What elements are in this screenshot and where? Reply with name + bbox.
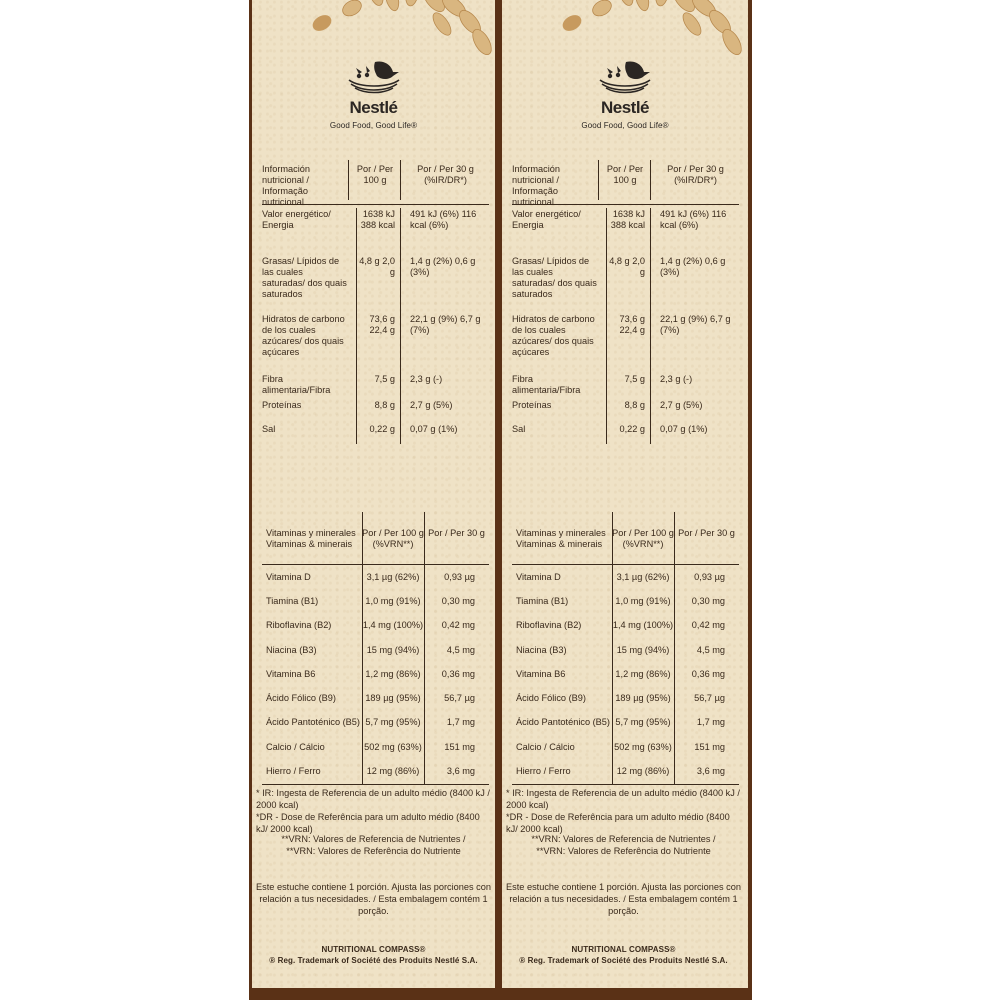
vitamin-label: Vitamina D	[266, 571, 311, 582]
vitamins-header-per100: Por / Per 100 g (%VRN**)	[612, 528, 674, 549]
vitamins-col-divider-1	[362, 512, 363, 785]
nutrition-col-divider-2	[400, 160, 401, 200]
brand-slogan: Good Food, Good Life®	[581, 121, 669, 130]
nutrient-per30: 2,7 g (5%)	[660, 400, 703, 410]
vitamin-row	[262, 735, 489, 759]
reference-intake-note	[256, 787, 491, 835]
vitamin-row	[512, 589, 739, 613]
nutrient-label: Proteínas	[512, 400, 552, 410]
nest-birds-icon	[596, 58, 654, 98]
nutrition-col-divider-2	[650, 160, 651, 200]
nutrition-table	[512, 160, 739, 444]
vitamin-label: Calcio / Cálcio	[516, 741, 575, 752]
nutrition-header-label: Información nutricional / Informação nutricional	[262, 164, 311, 207]
vitamin-per30: 0,30 mg	[691, 595, 725, 606]
dr-note: *DR - Dose de Referência para um adulto médio (8400 kJ/ 2000 kcal)	[256, 812, 480, 834]
vitamin-per30: 0,93 µg	[444, 571, 475, 582]
vitamins-col-divider-1	[612, 512, 613, 785]
vitamins-table-header	[262, 512, 489, 564]
nutrient-label: Grasas/ Lípidos de las cuales saturadas/ dos quais saturados	[262, 256, 347, 299]
vitamin-per30: 1,7 mg	[696, 717, 725, 728]
nutrition-header-per30: Por / Per 30 g (%IR/DR*)	[667, 164, 724, 185]
portion-note: Este estuche contiene 1 porción. Ajusta las porciones con relación a tus necesidades. / Esta embalagem contém 1 porção.	[506, 882, 741, 916]
vitamin-per100: 502 mg (63%)	[364, 741, 422, 752]
vitamins-header-per100: Por / Per 100 g (%VRN**)	[362, 528, 424, 549]
nutrition-header-per30: Por / Per 30 g (%IR/DR*)	[417, 164, 474, 185]
vitamins-header-label: Vitaminas y minerales Vitaminas & minerais	[266, 528, 356, 549]
vitamin-per100: 12 mg (86%)	[366, 766, 420, 777]
vitamin-per30: 56,7 µg	[444, 693, 475, 704]
vitamins-table	[512, 512, 739, 785]
nutrient-per100: 7,5 g	[374, 374, 395, 384]
vitamin-per100: 1,4 mg (100%)	[612, 620, 674, 631]
vitamin-per100: 15 mg (94%)	[366, 644, 420, 655]
nutrient-label: Hidratos de carbono de los cuales azúcares/ dos quais açúcares	[512, 314, 595, 357]
nutrition-row	[262, 310, 489, 370]
nutrient-per30: 0,07 g (1%)	[410, 424, 458, 434]
oat-grain-icon	[310, 12, 334, 34]
vitamin-row	[512, 638, 739, 662]
brand-name: Nestlé	[600, 98, 650, 117]
portion-note: Este estuche contiene 1 porción. Ajusta las porciones con relación a tus necesidades. / Esta embalagem contém 1 porção.	[256, 882, 491, 916]
vitamin-label: Tiamina (B1)	[266, 595, 319, 606]
trademark-text: ® Reg. Trademark of Société des Produits Nestlé S.A.	[269, 956, 478, 965]
vitamin-per30: 56,7 µg	[694, 693, 725, 704]
nutrition-col-divider-1	[606, 208, 607, 444]
nutrient-per100: 8,8 g	[624, 400, 645, 410]
nutrient-label: Fibra alimentaria/Fibra	[262, 374, 331, 395]
vitamin-per100: 502 mg (63%)	[614, 741, 672, 752]
nutrition-row	[262, 420, 489, 444]
vitamin-per100: 3,1 µg (62%)	[616, 571, 670, 582]
nutrition-header-per100: Por / Per 100 g	[356, 164, 394, 185]
vitamins-table	[262, 512, 489, 785]
nutrition-row	[262, 205, 489, 252]
vitamin-label: Niacina (B3)	[516, 644, 567, 655]
nutrient-label: Valor energético/ Energia	[512, 209, 581, 230]
nutrient-per100: 73,6 g 22,4 g	[619, 314, 645, 335]
vrn-note-pt: **VRN: Valores de Referência do Nutriente	[286, 846, 461, 856]
vitamins-col-divider-2	[424, 512, 425, 785]
nutrition-col-divider-1	[356, 208, 357, 444]
trademark-note	[506, 944, 741, 966]
vitamin-row	[512, 759, 739, 783]
nutrition-table-header	[262, 160, 489, 207]
nutrient-per30: 491 kJ (6%) 116 kcal (6%)	[410, 209, 477, 230]
vitamin-per100: 189 µg (95%)	[365, 693, 421, 704]
brand-slogan: Good Food, Good Life®	[329, 121, 418, 130]
nutrition-row	[512, 252, 739, 310]
vitamin-row	[512, 711, 739, 735]
ir-note: * IR: Ingesta de Referencia de un adulto médio (8400 kJ / 2000 kcal)	[506, 788, 740, 810]
nutrient-per30: 2,3 g (-)	[410, 374, 443, 384]
nutrient-per30: 1,4 g (2%) 0,6 g (3%)	[410, 256, 476, 277]
vitamins-col-divider-2	[674, 512, 675, 785]
vitamin-row	[262, 662, 489, 686]
vitamin-label: Vitamina D	[516, 571, 561, 582]
vitamin-per100: 5,7 mg (95%)	[365, 717, 421, 728]
vitamin-row	[262, 638, 489, 662]
vitamin-row	[512, 735, 739, 759]
nutrition-header-label: Información nutricional / Informação nutricional	[512, 164, 561, 207]
nutrition-label-panel	[502, 0, 748, 988]
vitamin-per100: 3,1 µg (62%)	[366, 571, 420, 582]
vrn-note-es: **VRN: Valores de Referencia de Nutrientes /	[531, 834, 716, 844]
nutrient-per30: 2,3 g (-)	[660, 374, 693, 384]
nutrition-row	[512, 420, 739, 444]
vitamin-per30: 0,36 mg	[441, 668, 475, 679]
vitamin-label: Calcio / Cálcio	[266, 741, 325, 752]
vitamin-label: Hierro / Ferro	[516, 766, 571, 777]
nutrient-per100: 7,5 g	[624, 374, 645, 384]
vitamin-per100: 1,2 mg (86%)	[615, 668, 671, 679]
nutritional-compass-label: NUTRITIONAL COMPASS®	[571, 945, 676, 954]
vitamin-per100: 5,7 mg (95%)	[615, 717, 671, 728]
vitamin-per100: 12 mg (86%)	[616, 766, 670, 777]
vitamins-table-header	[512, 512, 739, 564]
nutritional-compass-label: NUTRITIONAL COMPASS®	[321, 945, 426, 954]
nutrient-per100: 0,22 g	[369, 424, 395, 434]
nutrient-per100: 4,8 g 2,0 g	[359, 256, 395, 277]
oat-grain-icon	[560, 12, 584, 34]
nutrient-per30: 1,4 g (2%) 0,6 g (3%)	[660, 256, 726, 277]
nutrient-label: Valor energético/ Energia	[262, 209, 331, 230]
vitamin-row	[512, 614, 739, 638]
trademark-note	[256, 944, 491, 966]
vitamin-per100: 1,4 mg (100%)	[362, 620, 424, 631]
nutrient-label: Sal	[262, 424, 276, 434]
vitamin-label: Ácido Pantoténico (B5)	[266, 717, 360, 728]
nutrition-col-divider-5	[650, 208, 651, 444]
dr-note: *DR - Dose de Referência para um adulto médio (8400 kJ/ 2000 kcal)	[506, 812, 730, 834]
reference-intake-note	[506, 787, 741, 835]
nutrient-label: Fibra alimentaria/Fibra	[512, 374, 581, 395]
vitamin-row	[512, 662, 739, 686]
vitamin-row	[512, 686, 739, 710]
vitamin-label: Riboflavina (B2)	[266, 620, 332, 631]
nutrition-row	[512, 310, 739, 370]
vitamin-per30: 0,42 mg	[441, 620, 475, 631]
vitamin-row	[262, 589, 489, 613]
brand-logo	[252, 58, 495, 130]
nutrient-per100: 1638 kJ 388 kcal	[610, 209, 645, 230]
vitamins-bottom-rule	[512, 784, 739, 785]
nutrient-per30: 491 kJ (6%) 116 kcal (6%)	[660, 209, 727, 230]
vitamin-row	[262, 614, 489, 638]
nutrition-col-divider-4	[348, 160, 349, 200]
brand-name: Nestlé	[349, 98, 398, 117]
nutrition-table-header	[512, 160, 739, 207]
wheat-spike-icon	[342, 0, 495, 66]
vitamin-per100: 1,2 mg (86%)	[365, 668, 421, 679]
nutrient-label: Sal	[512, 424, 526, 434]
trademark-text: ® Reg. Trademark of Société des Produits Nestlé S.A.	[519, 956, 728, 965]
nutrition-row	[512, 396, 739, 420]
nutrition-table	[262, 160, 489, 444]
vitamin-label: Ácido Pantoténico (B5)	[516, 717, 610, 728]
vitamins-header-per30: Por / Per 30 g	[678, 528, 735, 538]
vitamin-per30: 0,93 µg	[694, 571, 725, 582]
brand-logo	[502, 58, 748, 130]
vitamin-per100: 1,0 mg (91%)	[365, 595, 421, 606]
nutrition-row	[512, 370, 739, 396]
nutrient-per100: 0,22 g	[619, 424, 645, 434]
vitamin-row	[262, 711, 489, 735]
nutrition-row	[262, 370, 489, 396]
vitamin-per100: 189 µg (95%)	[615, 693, 671, 704]
vitamin-label: Ácido Fólico (B9)	[516, 693, 586, 704]
vitamin-per30: 3,6 mg	[696, 766, 725, 777]
vitamin-label: Niacina (B3)	[266, 644, 317, 655]
nutrition-row	[262, 396, 489, 420]
vitamin-per30: 1,7 mg	[446, 717, 475, 728]
vitamin-per30: 0,36 mg	[691, 668, 725, 679]
vrn-note	[256, 833, 491, 857]
nutrient-per100: 1638 kJ 388 kcal	[360, 209, 395, 230]
nutrition-col-divider-4	[598, 160, 599, 200]
nutrient-per100: 8,8 g	[374, 400, 395, 410]
nutrient-per100: 73,6 g 22,4 g	[369, 314, 395, 335]
nutrition-row	[512, 205, 739, 252]
vitamin-per30: 4,5 mg	[446, 644, 475, 655]
nutrition-row	[262, 252, 489, 310]
nutrient-per30: 22,1 g (9%) 6,7 g (7%)	[660, 314, 731, 335]
vitamins-header-label: Vitaminas y minerales Vitaminas & minerais	[516, 528, 606, 549]
vitamin-row	[262, 565, 489, 589]
vrn-note	[506, 833, 741, 857]
vitamin-per30: 3,6 mg	[446, 766, 475, 777]
nutrient-per100: 4,8 g 2,0 g	[609, 256, 645, 277]
nest-birds-icon	[345, 58, 403, 98]
nutrient-per30: 0,07 g (1%)	[660, 424, 708, 434]
wheat-spike-icon	[592, 0, 748, 66]
nutrient-label: Proteínas	[262, 400, 302, 410]
vitamin-label: Vitamina B6	[516, 668, 566, 679]
nutrient-per30: 2,7 g (5%)	[410, 400, 453, 410]
vitamin-row	[262, 759, 489, 783]
vitamin-per30: 151 mg	[444, 741, 475, 752]
nutrient-per30: 22,1 g (9%) 6,7 g (7%)	[410, 314, 481, 335]
vitamin-label: Ácido Fólico (B9)	[266, 693, 336, 704]
ir-note: * IR: Ingesta de Referencia de un adulto médio (8400 kJ / 2000 kcal)	[256, 788, 490, 810]
vitamin-row	[512, 565, 739, 589]
nutrition-col-divider-5	[400, 208, 401, 444]
vitamin-label: Riboflavina (B2)	[516, 620, 582, 631]
vitamin-row	[262, 686, 489, 710]
vitamin-per30: 151 mg	[694, 741, 725, 752]
vitamin-label: Tiamina (B1)	[516, 595, 569, 606]
vitamin-label: Hierro / Ferro	[266, 766, 321, 777]
nutrient-label: Hidratos de carbono de los cuales azúcares/ dos quais açúcares	[262, 314, 345, 357]
vitamins-bottom-rule	[262, 784, 489, 785]
vitamin-per100: 1,0 mg (91%)	[615, 595, 671, 606]
nutrition-label-panel	[252, 0, 495, 988]
vitamins-header-per30: Por / Per 30 g	[428, 528, 485, 538]
vitamin-per30: 0,42 mg	[691, 620, 725, 631]
nutrition-header-per100: Por / Per 100 g	[606, 164, 644, 185]
vitamin-per30: 0,30 mg	[441, 595, 475, 606]
nutrient-label: Grasas/ Lípidos de las cuales saturadas/ dos quais saturados	[512, 256, 597, 299]
vrn-note-pt: **VRN: Valores de Referência do Nutriente	[536, 846, 711, 856]
vitamin-per100: 15 mg (94%)	[616, 644, 670, 655]
vitamin-per30: 4,5 mg	[696, 644, 725, 655]
vrn-note-es: **VRN: Valores de Referencia de Nutrientes /	[281, 834, 466, 844]
vitamin-label: Vitamina B6	[266, 668, 316, 679]
